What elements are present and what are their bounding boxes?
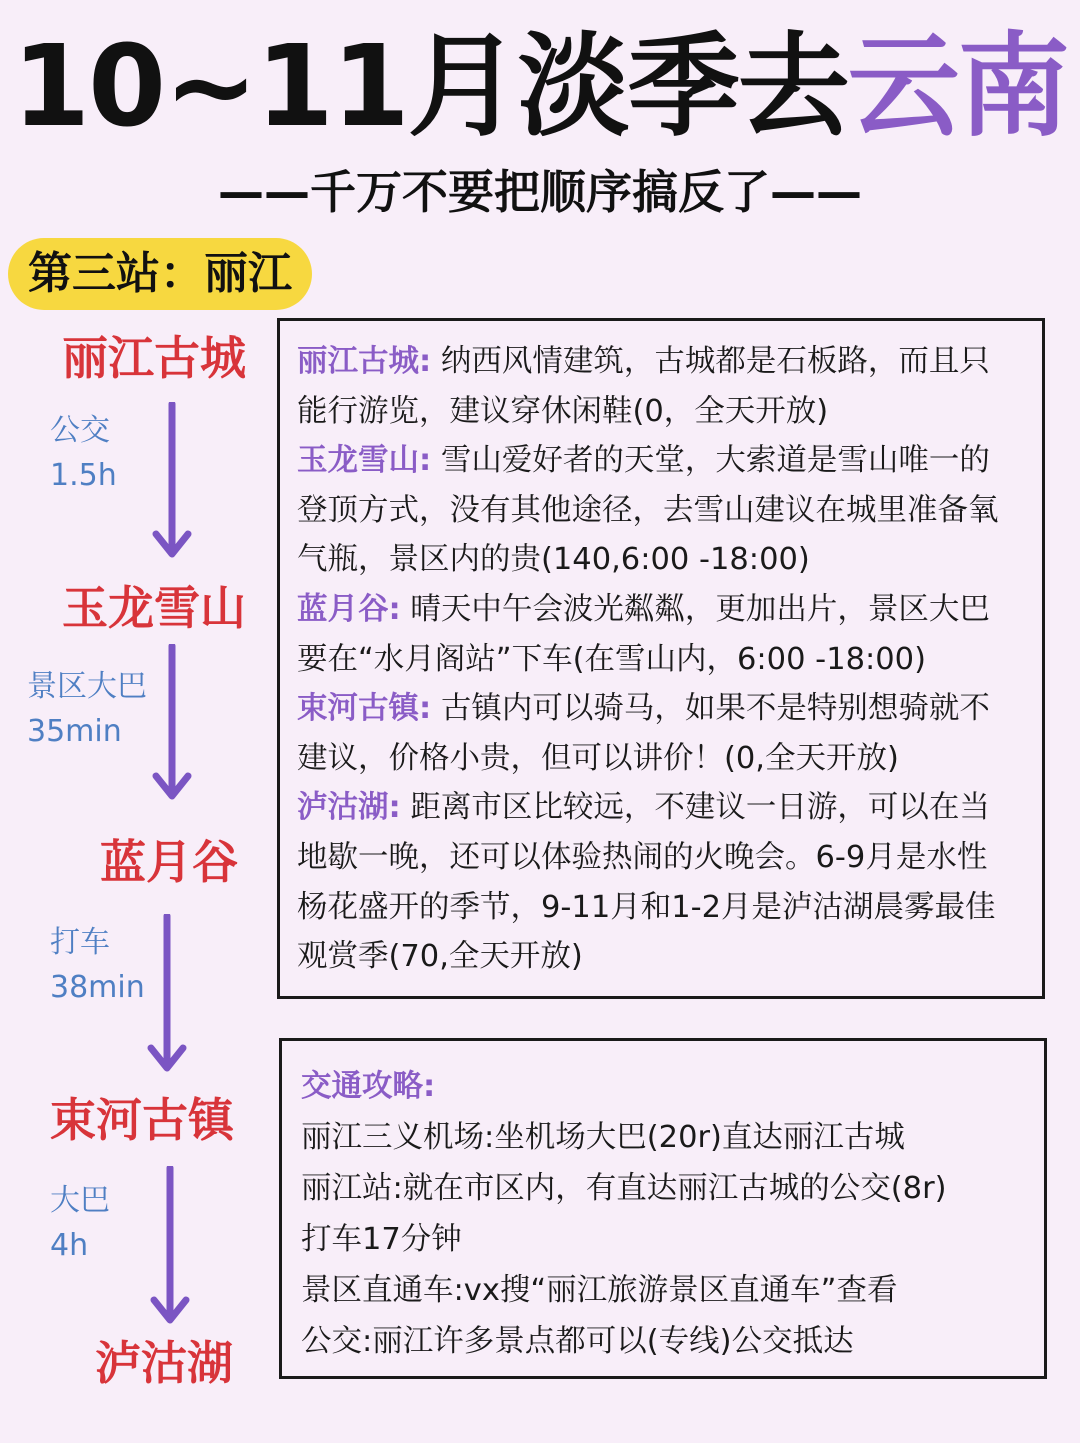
down-arrow-icon: [145, 914, 189, 1076]
transport-time: 1.5h: [50, 458, 117, 493]
route-stop-jade-dragon-snow-mountain: 玉龙雪山: [62, 581, 246, 635]
transport-time: 35min: [27, 714, 122, 749]
traffic-line: 丽江三义机场:坐机场大巴(20r)直达丽江古城: [301, 1120, 905, 1155]
down-arrow-icon: [150, 402, 194, 562]
attraction-line: 蓝月谷: 晴天中午会波光粼粼，更加出片，景区大巴: [297, 591, 990, 627]
route-transport-2: [27, 664, 147, 754]
attraction-line: 登顶方式，没有其他途径，去雪山建议在城里准备氧: [297, 492, 999, 528]
traffic-guide-title: 交通攻略:: [301, 1069, 436, 1104]
transport-time: 4h: [50, 1228, 89, 1263]
page-title: [0, 22, 1080, 152]
route-stop-lijiang-old-town: 丽江古城: [62, 331, 246, 385]
route-stop-lugu-lake: 泸沽湖: [95, 1336, 233, 1390]
traffic-line: 打车17分钟: [301, 1222, 462, 1257]
attractions-box: [277, 318, 1045, 999]
stage-badge: 第三站：丽江: [8, 238, 312, 310]
attraction-line: 地歇一晚，还可以体验热闹的火晚会。6-9月是水性: [297, 839, 988, 875]
down-arrow-icon: [148, 1166, 192, 1328]
title-accent: 云南: [847, 22, 1068, 152]
down-arrow-icon: [150, 644, 194, 804]
traffic-line: 景区直通车:vx搜“丽江旅游景区直通车”查看: [301, 1273, 898, 1308]
attraction-line: 要在“水月阁站”下车(在雪山内，6:00 -18:00): [297, 641, 926, 677]
attraction-line: 束河古镇: 古镇内可以骑马，如果不是特别想骑就不: [297, 691, 990, 727]
transport-mode: 景区大巴: [27, 669, 147, 704]
title-main: 10~11月淡季去: [12, 22, 848, 152]
attraction-line: 玉龙雪山: 雪山爱好者的天堂，大索道是雪山唯一的: [297, 443, 990, 479]
attraction-line: 杨花盛开的季节，9-11月和1-2月是泸沽湖晨雾最佳: [297, 889, 996, 925]
transport-mode: 打车: [50, 925, 110, 960]
attraction-line: 观赏季(70,全天开放): [297, 939, 583, 975]
route-stop-blue-moon-valley: 蓝月谷: [100, 835, 238, 889]
subtitle: ——千万不要把顺序搞反了——: [218, 165, 862, 219]
attraction-line: 能行游览，建议穿休闲鞋(0，全天开放): [297, 393, 829, 429]
attraction-line: 丽江古城: 纳西风情建筑，古城都是石板路，而且只: [297, 344, 990, 379]
route-transport-1: [50, 408, 117, 498]
transport-mode: 公交: [50, 413, 110, 448]
attraction-line: 泸沽湖: 距离市区比较远，不建议一日游，可以在当: [297, 790, 990, 826]
route-stop-shuhe-ancient-town: 束河古镇: [50, 1093, 234, 1147]
attraction-line: 气瓶，景区内的贵(140,6:00 -18:00): [297, 542, 810, 578]
route-transport-4: [50, 1178, 110, 1268]
route-transport-3: [50, 920, 145, 1010]
traffic-line: 丽江站:就在市区内，有直达丽江古城的公交(8r): [301, 1171, 947, 1206]
traffic-line: 公交:丽江许多景点都可以(专线)公交抵达: [301, 1324, 854, 1359]
transport-mode: 大巴: [50, 1183, 110, 1218]
attraction-line: 建议，价格小贵，但可以讲价！(0,全天开放): [297, 740, 899, 776]
traffic-guide-box: [279, 1038, 1047, 1379]
transport-time: 38min: [50, 970, 145, 1005]
